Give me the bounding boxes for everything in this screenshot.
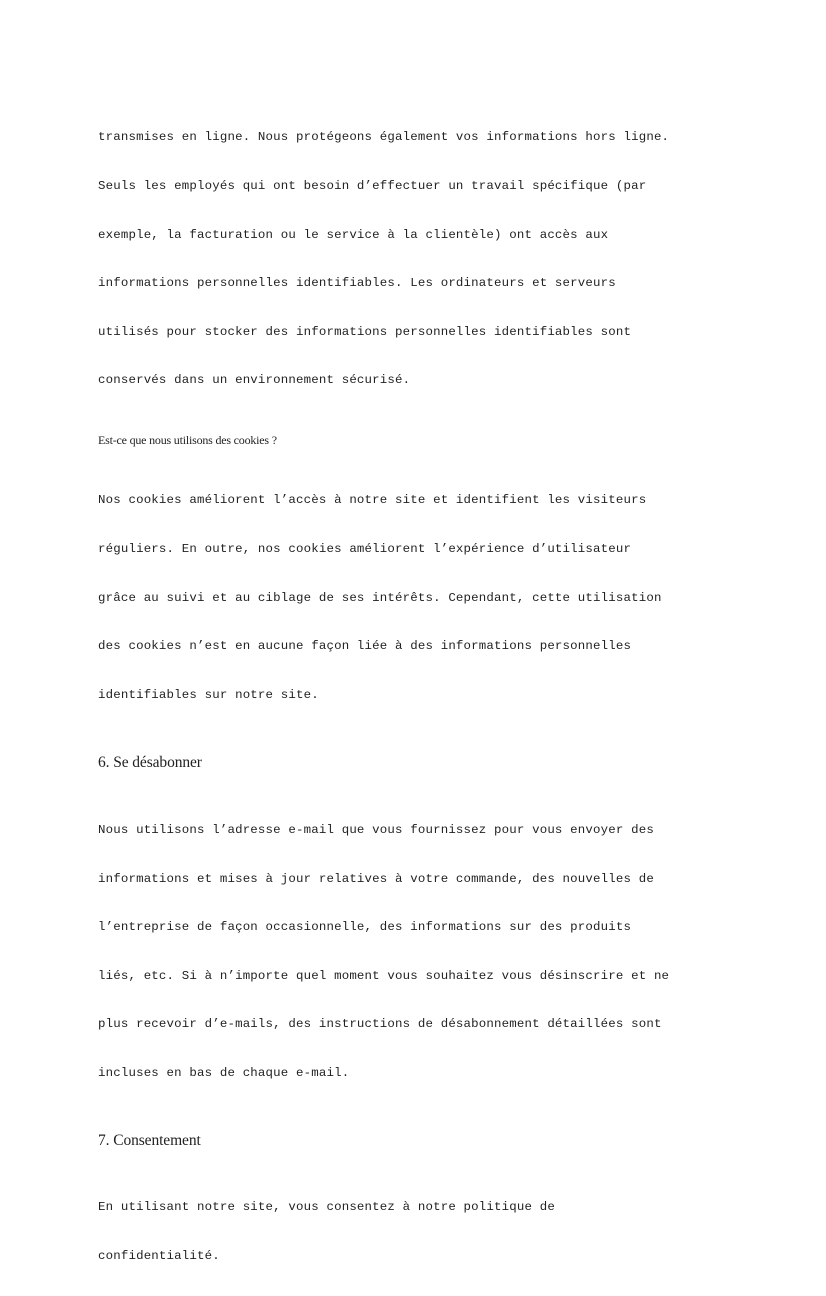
text-line: incluses en bas de chaque e-mail. bbox=[98, 1065, 350, 1080]
text-line: Nos cookies améliorent l’accès à notre site et identifient les visiteurs bbox=[98, 493, 647, 508]
text-line: exemple, la facturation ou le service à la clientèle) ont accès aux bbox=[98, 227, 609, 242]
text-line: Nous utilisons l’adresse e-mail que vous fournissez pour vous envoyer des bbox=[98, 822, 654, 837]
unsubscribe-paragraph bbox=[98, 790, 738, 1114]
cookies-subheading: Est-ce que nous utilisons des cookies ? bbox=[98, 433, 277, 448]
text-line: des cookies n’est en aucune façon liée à des informations personnelles bbox=[98, 639, 632, 654]
text-line: informations personnelles identifiables. Les ordinateurs et serveurs bbox=[98, 276, 616, 291]
text-line: transmises en ligne. Nous protégeons également vos informations hors ligne. bbox=[98, 130, 670, 145]
text-line: confidentialité. bbox=[98, 1248, 220, 1263]
text-line: conservés dans un environnement sécurisé. bbox=[98, 373, 411, 388]
text-line: En utilisant notre site, vous consentez à notre politique de bbox=[98, 1199, 555, 1214]
document-page bbox=[98, 97, 738, 1296]
text-line: liés, etc. Si à n’importe quel moment vous souhaitez vous désinscrire et ne bbox=[98, 968, 670, 983]
consent-paragraph bbox=[98, 1167, 738, 1296]
security-paragraph bbox=[98, 97, 738, 421]
text-line: réguliers. En outre, nos cookies améliorent l’expérience d’utilisateur bbox=[98, 542, 632, 557]
text-line: plus recevoir d’e-mails, des instructions de désabonnement détaillées sont bbox=[98, 1017, 662, 1032]
text-line: Seuls les employés qui ont besoin d’effectuer un travail spécifique (par bbox=[98, 179, 647, 194]
text-line: utilisés pour stocker des informations personnelles identifiables sont bbox=[98, 324, 632, 339]
unsubscribe-heading: 6. Se désabonner bbox=[98, 753, 202, 771]
text-line: informations et mises à jour relatives à votre commande, des nouvelles de bbox=[98, 871, 654, 886]
consent-heading: 7. Consentement bbox=[98, 1131, 201, 1149]
cookies-paragraph bbox=[98, 460, 738, 735]
text-line: l’entreprise de façon occasionnelle, des informations sur des produits bbox=[98, 920, 632, 935]
text-line: grâce au suivi et au ciblage de ses intérêts. Cependant, cette utilisation bbox=[98, 590, 662, 605]
text-line: identifiables sur notre site. bbox=[98, 687, 319, 702]
